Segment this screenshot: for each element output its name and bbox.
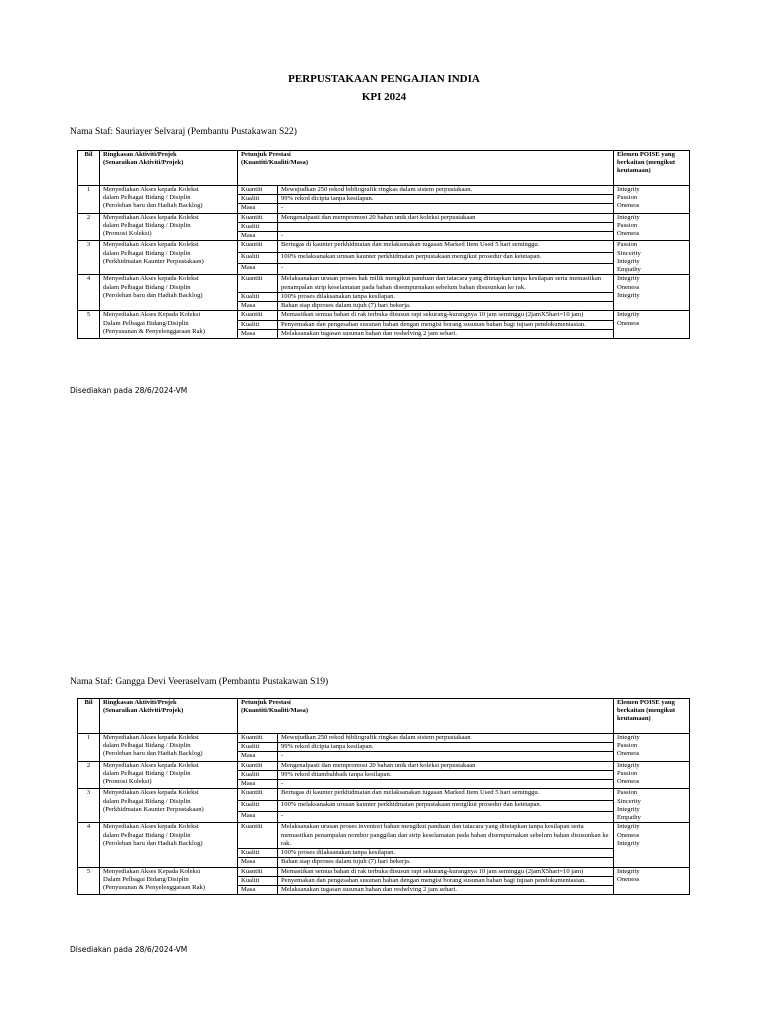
measure-text: Bertugas di kaunter perkhidmatan dan melaksanakan tugasan Marked Item Used 5 hari seminggu. (278, 789, 614, 800)
measure-text: - (278, 232, 614, 241)
measure-type: Kuantiti (238, 789, 278, 800)
prepared-date: Disediakan pada 28/6/2024-VM (70, 945, 188, 954)
measure-text: - (278, 812, 614, 823)
header-bil: Bil (78, 151, 100, 186)
header-performance-title: Petunjuk Prestasi (241, 699, 291, 706)
activity-line: (Perolehan baru dan Hadiah Backlog) (103, 750, 203, 758)
table-row (78, 867, 690, 876)
activity-line: Menyediakan Akses kepada Koleksi (103, 241, 199, 249)
activity-line: Menyediakan Akses kepada Koleksi (103, 275, 199, 283)
poise-element: Integrity (617, 257, 640, 265)
measure-type: Kualiti (238, 222, 278, 231)
measure-type: Masa (238, 812, 278, 823)
measure-text: Mewujudkan 250 rekod bibliografik ringkas dalam sistem perpustakaan (278, 734, 614, 743)
poise-elements (614, 789, 690, 823)
measure-text: - (278, 264, 614, 275)
poise-element: Passion (617, 789, 638, 797)
poise-element: Sincerity (617, 797, 641, 805)
table-row (78, 823, 690, 849)
poise-elements (614, 823, 690, 867)
poise-element: Integrity (617, 213, 640, 221)
measure-text: 99% rekod dicipta tanpa kesilapan. (278, 195, 614, 204)
poise-element: Integrity (617, 805, 640, 813)
activity-line: Menyediakan Akses Kepada Koleksi (103, 311, 201, 319)
measure-type: Kuantiti (238, 761, 278, 770)
poise-element: Sincerity (617, 249, 641, 257)
measure-text: Bahan siap diproses dalam tujuh (7) hari bekerja. (278, 302, 614, 311)
row-number: 1 (78, 734, 100, 762)
measure-text: - (278, 780, 614, 789)
row-number: 3 (78, 241, 100, 275)
poise-elements (614, 186, 690, 214)
row-number: 4 (78, 823, 100, 867)
poise-element: Oneness (617, 875, 640, 883)
measure-type: Kualiti (238, 292, 278, 301)
measure-text: - (278, 204, 614, 213)
header-activity-sub: (Senaraikan Aktiviti/Projek) (103, 707, 184, 715)
row-number: 5 (78, 867, 100, 895)
poise-element: Passion (617, 742, 638, 750)
measure-type: Masa (238, 329, 278, 338)
header-elemen: Elemen POISE yang berkaitan (mengikut keutamaan) (614, 699, 690, 734)
poise-element: Integrity (617, 186, 640, 193)
measure-text: 99% rekod dicipta tanpa kesilapan. (278, 743, 614, 752)
measure-type: Masa (238, 302, 278, 311)
measure-type: Kuantiti (238, 186, 278, 195)
measure-type: Kuantiti (238, 734, 278, 743)
measure-type: Masa (238, 264, 278, 275)
measure-text: 100% proses dilaksanakan tanpa kesilapan. (278, 849, 614, 858)
header-activity-sub: (Senaraikan Aktiviti/Projek) (103, 159, 184, 167)
activity-line: Dalam Pelbagai Bidang/Disiplin (103, 875, 189, 883)
poise-elements (614, 761, 690, 789)
activity-line: Dalam Pelbagai Bidang/Disiplin (103, 319, 189, 327)
measure-type: Kuantiti (238, 213, 278, 222)
activity-cell (100, 213, 238, 241)
measure-type: Kualiti (238, 743, 278, 752)
poise-elements (614, 311, 690, 339)
measure-text: 100% melaksanakan urusan kaunter perkhidmatan perpustakaan mengikut prosedur dan ketetapan. (278, 800, 614, 811)
poise-element: Oneness (617, 319, 640, 327)
activity-cell (100, 241, 238, 275)
table-row (78, 213, 690, 222)
activity-line: Menyediakan Akses Kepada Koleksi (103, 867, 201, 875)
measure-text: 100% melaksanakan urusan kaunter perkhidmatan perpustakaan mengikut prosedur dan ketetapan. (278, 252, 614, 263)
activity-line: Menyediakan Akses kepada Koleksi (103, 761, 199, 769)
measure-text: - (278, 752, 614, 761)
activity-line: (Perkhidmatan Kaunter Perpustakaan) (103, 805, 204, 813)
poise-element: Integrity (617, 275, 640, 283)
measure-type: Kualiti (238, 876, 278, 885)
activity-cell (100, 823, 238, 867)
table-header-row (78, 699, 690, 734)
kpi-table (77, 698, 690, 895)
measure-type: Kualiti (238, 770, 278, 779)
poise-element: Integrity (617, 734, 640, 741)
row-number: 2 (78, 761, 100, 789)
measure-type: Masa (238, 780, 278, 789)
poise-elements (614, 275, 690, 311)
measure-text: Melaksanakan tugasan susunan bahan dan reshelving 2 jam sehari. (278, 329, 614, 338)
measure-type: Masa (238, 885, 278, 894)
header-activity (100, 151, 238, 186)
poise-elements (614, 867, 690, 895)
measure-type: Kuantiti (238, 275, 278, 292)
measure-text: Memastikan semua bahan di rak terbuka disusun rapi sekurang-kurangnya 10 jam seminggu (2jamX5hari=10 jam) (278, 311, 614, 320)
kpi-table (77, 150, 690, 339)
measure-text: Mengenalpasti dan mempromosi 20 bahan unik dari koleksi perpustakaan (278, 213, 614, 222)
activity-line: Menyediakan Akses kepada Koleksi (103, 734, 199, 741)
measure-text: Melaksanakan tugasan susunan bahan dan reshelving 2 jam sehari. (278, 885, 614, 894)
activity-cell (100, 789, 238, 823)
table-row (78, 241, 690, 252)
header-performance (238, 699, 614, 734)
measure-text: Melaksanakan urusan proses inventori bahan mengikut panduan dan tatacara yang ditetapkan tanpa kesilapan serta memastikan penampalan nombor panggilan dan strip keselamatan pada bahan disempurnakan sebelum bahan disusunkan ke rak. (278, 823, 614, 849)
table-row (78, 789, 690, 800)
document-title: PERPUSTAKAAN PENGAJIAN INDIA (288, 73, 480, 85)
row-number: 4 (78, 275, 100, 311)
header-performance-sub: (Kuantiti/Kualiti/Masa) (241, 707, 309, 715)
row-number: 3 (78, 789, 100, 823)
activity-line: Menyediakan Akses kepada Koleksi (103, 213, 199, 221)
activity-line: (Promosi Koleksi) (103, 778, 152, 786)
poise-element: Integrity (617, 839, 640, 847)
table-header-row (78, 151, 690, 186)
activity-line: dalam Pelbagai Bidang / Disiplin (103, 742, 191, 750)
activity-line: Menyediakan Akses kepada Koleksi (103, 789, 199, 797)
header-activity (100, 699, 238, 734)
activity-line: dalam Pelbagai Bidang / Disiplin (103, 249, 191, 257)
table-row (78, 761, 690, 770)
activity-cell (100, 311, 238, 339)
header-activity-title: Ringkasan Aktiviti/Projek (103, 151, 177, 158)
header-activity-title: Ringkasan Aktiviti/Projek (103, 699, 177, 706)
poise-element: Passion (617, 194, 638, 202)
measure-type: Masa (238, 204, 278, 213)
activity-line: (Perolehan baru dan Hadiah Backlog) (103, 839, 203, 847)
activity-line: dalam Pelbagai Bidang / Disiplin (103, 283, 191, 291)
activity-line: dalam Pelbagai Bidang / Disiplin (103, 831, 191, 839)
measure-text: Penyemakan dan pengesahan susunan bahan dengan mengisi borang susunan bahan bagi tujuan pendokumentasian. (278, 320, 614, 329)
measure-type: Kuantiti (238, 241, 278, 252)
measure-text: Melaksanakan urusan proses hak milik mengikut panduan dan tatacara yang ditetapkan tanpa kesilapan serta memastikan penampalan strip keselamatan pada bahan disempurnakan sebelum bahan disusunkan ke rak. (278, 275, 614, 292)
table-row (78, 311, 690, 320)
activity-cell (100, 186, 238, 214)
measure-text: Mewujudkan 250 rekod bibliografik ringkas dalam sistem perpustakaan. (278, 186, 614, 195)
measure-text: Bahan siap diproses dalam tujuh (7) hari bekerja. (278, 858, 614, 867)
header-elemen: Elemen POISE yang berkaitan (mengikut keutamaan) (614, 151, 690, 186)
poise-element: Oneness (617, 831, 640, 839)
header-performance (238, 151, 614, 186)
measure-text: 100% proses dilaksanakan tanpa kesilapan. (278, 292, 614, 301)
poise-element: Oneness (617, 283, 640, 291)
measure-type: Kualiti (238, 320, 278, 329)
activity-line: (Penyusunan & Penyelenggaraan Rak) (103, 883, 205, 891)
row-number: 2 (78, 213, 100, 241)
measure-type: Kuantiti (238, 311, 278, 320)
measure-text: Penyemakan dan pengesahan susunan bahan dengan mengisi borang susunan bahan bagi tujuan pendokumentasian. (278, 876, 614, 885)
measure-text: Mengenalpasti dan mempromosi 20 bahan unik dari koleksi perpustakaan (278, 761, 614, 770)
poise-element: Integrity (617, 867, 640, 875)
measure-type: Kuantiti (238, 823, 278, 849)
measure-type: Masa (238, 752, 278, 761)
activity-line: dalam Pelbagai Bidang / Disiplin (103, 194, 191, 202)
measure-type: Kualiti (238, 195, 278, 204)
poise-elements (614, 213, 690, 241)
activity-line: (Perolehan baru dan Hadiah Backlog) (103, 202, 203, 210)
poise-element: Integrity (617, 291, 640, 299)
table-row (78, 186, 690, 195)
poise-element: Oneness (617, 230, 640, 238)
measure-text (278, 222, 614, 231)
activity-line: (Penyusunan & Penyelenggaraan Rak) (103, 327, 205, 335)
activity-line: dalam Pelbagai Bidang / Disiplin (103, 769, 191, 777)
header-bil: Bil (78, 699, 100, 734)
measure-type: Kualiti (238, 849, 278, 858)
measure-text: 99% rekod ditambahbaik tanpa kesilapan. (278, 770, 614, 779)
poise-element: Passion (617, 221, 638, 229)
activity-cell (100, 275, 238, 311)
poise-element: Oneness (617, 202, 640, 210)
poise-elements (614, 241, 690, 275)
prepared-date: Disediakan pada 28/6/2024-VM (70, 386, 188, 395)
staff-name: Nama Staf: Sauriayer Selvaraj (Pembantu Pustakawan S22) (70, 127, 297, 137)
poise-element: Oneness (617, 750, 640, 758)
measure-type: Masa (238, 232, 278, 241)
header-performance-sub: (Kuantiti/Kualiti/Masa) (241, 159, 309, 167)
staff-name: Nama Staf: Gangga Devi Veeraselvam (Pembantu Pustakawan S19) (70, 677, 329, 687)
activity-line: dalam Pelbagai Bidang / Disiplin (103, 797, 191, 805)
poise-elements (614, 734, 690, 762)
poise-element: Oneness (617, 778, 640, 786)
measure-text: Bertugas di kaunter perkhidmatan dan melaksanakan tugasan Marked Item Used 5 hari seminggu. (278, 241, 614, 252)
poise-element: Integrity (617, 761, 640, 769)
header-performance-title: Petunjuk Prestasi (241, 151, 291, 158)
measure-type: Masa (238, 858, 278, 867)
row-number: 1 (78, 186, 100, 214)
activity-line: Menyediakan Akses kepada Koleksi (103, 186, 199, 193)
poise-element: Integrity (617, 823, 640, 831)
row-number: 5 (78, 311, 100, 339)
activity-line: (Perolehan baru dan Hadiah Backlog) (103, 291, 203, 299)
activity-cell (100, 761, 238, 789)
activity-line: dalam Pelbagai Bidang / Disiplin (103, 221, 191, 229)
measure-type: Kualiti (238, 252, 278, 263)
activity-line: Menyediakan Akses kepada Koleksi (103, 823, 199, 831)
activity-cell (100, 867, 238, 895)
measure-type: Kuantiti (238, 867, 278, 876)
table-row (78, 275, 690, 292)
activity-cell (100, 734, 238, 762)
poise-element: Integrity (617, 311, 640, 319)
table-row (78, 734, 690, 743)
activity-line: (Perkhidmatan Kaunter Perpustakaan) (103, 257, 204, 265)
poise-element: Empathy (617, 814, 641, 822)
poise-element: Passion (617, 241, 638, 249)
document-subtitle: KPI 2024 (361, 91, 407, 103)
measure-text: Memastikan semua bahan di rak terbuka disusun rapi sekurang-kurangnya 10 jam seminggu (2jamX5hari=10 jam) (278, 867, 614, 876)
poise-element: Empathy (617, 266, 641, 274)
poise-element: Passion (617, 769, 638, 777)
activity-line: (Promosi Koleksi) (103, 230, 152, 238)
measure-type: Kualiti (238, 800, 278, 811)
